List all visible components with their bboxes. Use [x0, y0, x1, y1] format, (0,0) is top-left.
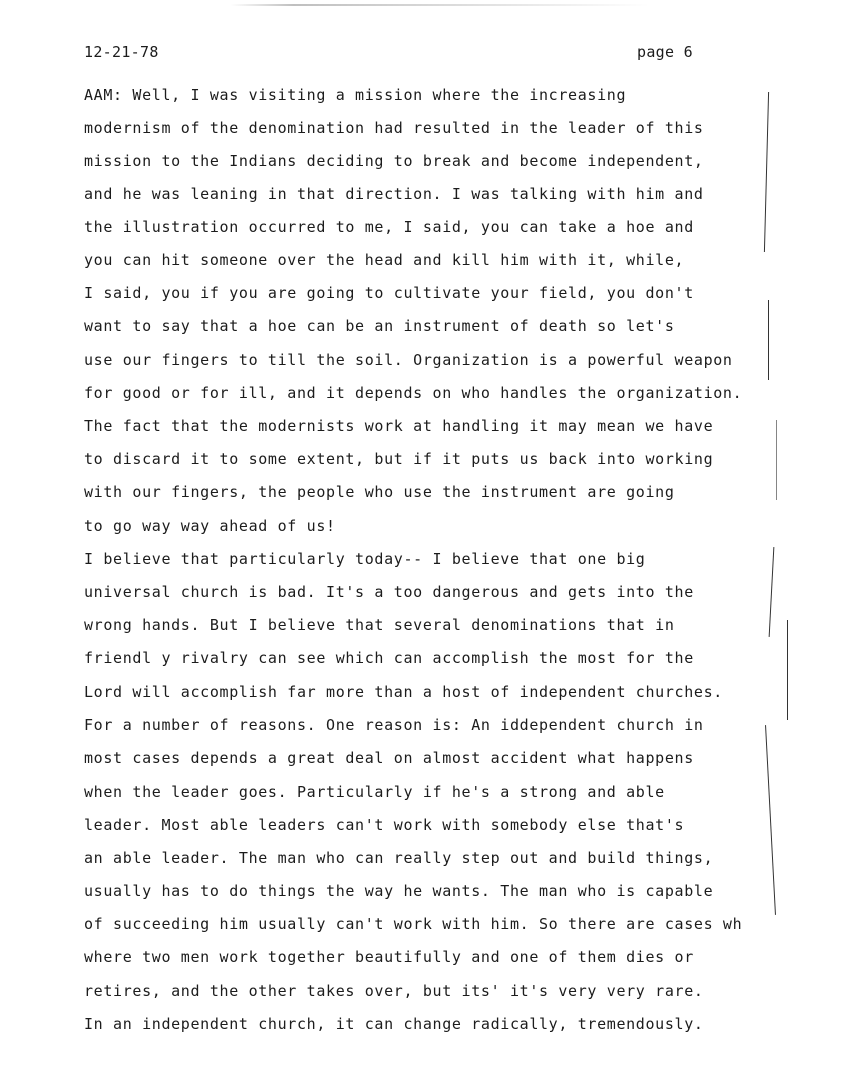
text-line: of succeeding him usually can't work with him. So there are cases wh	[84, 915, 743, 933]
text-line: wrong hands. But I believe that several denominations that in	[84, 616, 675, 634]
text-line: The fact that the modernists work at handling it may mean we have	[84, 417, 714, 435]
text-line: for good or for ill, and it depends on who handles the organization.	[84, 384, 743, 402]
text-line: AAM: Well, I was visiting a mission where the increasing	[84, 86, 627, 104]
header-date: 12-21-78	[84, 43, 159, 61]
text-line: In an independent church, it can change radically, tremendously.	[84, 1015, 704, 1033]
text-line: to discard it to some extent, but if it puts us back into working	[84, 450, 714, 468]
text-line: the illustration occurred to me, I said, you can take a hoe and	[84, 218, 694, 236]
text-line: usually has to do things the way he wants. The man who is capable	[84, 882, 714, 900]
margin-mark-line	[787, 620, 788, 720]
text-line: retires, and the other takes over, but its' it's very very rare.	[84, 982, 704, 1000]
text-line: when the leader goes. Particularly if he's a strong and able	[84, 783, 665, 801]
text-line: an able leader. The man who can really step out and build things,	[84, 849, 714, 867]
margin-mark-line	[769, 547, 775, 637]
text-line: modernism of the denomination had resulted in the leader of this	[84, 119, 704, 137]
header-page-number: page 6	[637, 43, 693, 61]
text-line: use our fingers to till the soil. Organization is a powerful weapon	[84, 351, 733, 369]
margin-mark-line	[765, 725, 776, 915]
text-line: leader. Most able leaders can't work with somebody else that's	[84, 816, 685, 834]
text-line: most cases depends a great deal on almost accident what happens	[84, 749, 694, 767]
margin-mark-line	[768, 300, 769, 380]
text-line: universal church is bad. It's a too dangerous and gets into the	[84, 583, 694, 601]
text-line: I said, you if you are going to cultivate your field, you don't	[84, 284, 694, 302]
text-line: I believe that particularly today-- I believe that one big	[84, 550, 646, 568]
text-line: Lord will accomplish far more than a host of independent churches.	[84, 683, 723, 701]
text-line: friendl y rivalry can see which can accomplish the most for the	[84, 649, 694, 667]
text-line: and he was leaning in that direction. I was talking with him and	[84, 185, 704, 203]
scan-artifact	[230, 4, 650, 6]
text-line: to go way way ahead of us!	[84, 517, 336, 535]
margin-mark-line	[776, 420, 777, 500]
text-line: with our fingers, the people who use the instrument are going	[84, 483, 675, 501]
text-line: For a number of reasons. One reason is: An iddependent church in	[84, 716, 704, 734]
text-line: where two men work together beautifully and one of them dies or	[84, 948, 694, 966]
text-line: you can hit someone over the head and kill him with it, while,	[84, 251, 685, 269]
text-line: want to say that a hoe can be an instrument of death so let's	[84, 317, 675, 335]
margin-mark-line	[764, 92, 769, 252]
text-line: mission to the Indians deciding to break and become independent,	[84, 152, 704, 170]
